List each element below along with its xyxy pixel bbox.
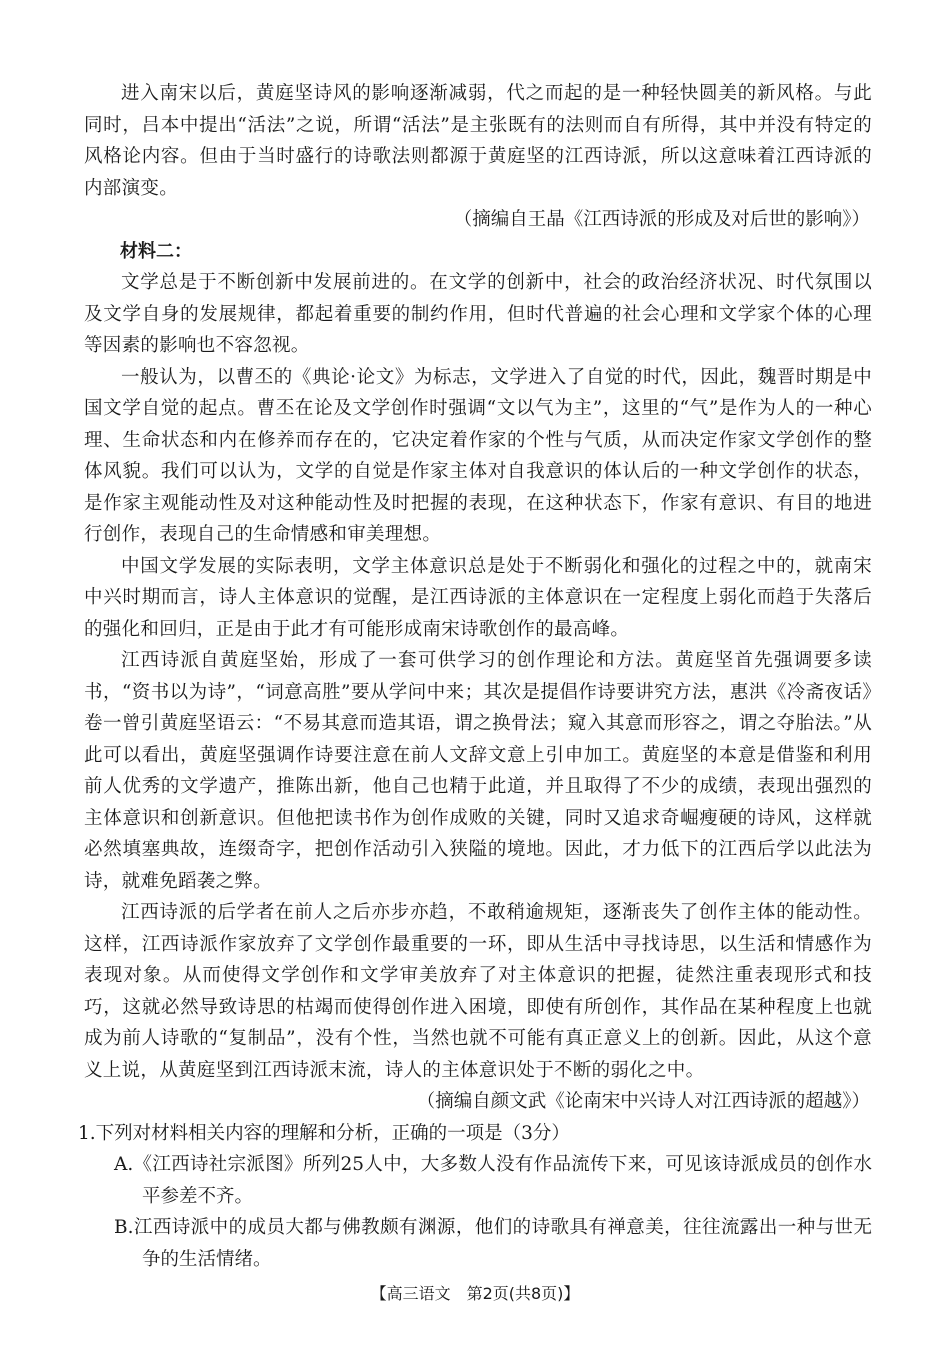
exam-page-body (78, 78, 872, 1275)
question-1-stem: 1.下列对材料相关内容的理解和分析，正确的一项是（3分） (78, 1122, 570, 1144)
page-footer: 【高三语文 第2页(共8页)】 (370, 1284, 580, 1303)
question-1-option-b: B.江西诗派中的成员大都与佛教颇有渊源，他们的诗歌具有禅意美，往往流露出一种与世无争的生活情绪。 (114, 1217, 872, 1270)
material1-tail-paragraph: 进入南宋以后，黄庭坚诗风的影响逐渐减弱，代之而起的是一种轻快圆美的新风格。与此同时，吕本中提出“活法”之说，所谓“活法”是主张既有的法则而自有所得，其中并没有特定的风格论内容。但由于当时盛行的诗歌法则都源于黄庭坚的江西诗派，所以这意味着江西诗派的内部演变。 (84, 83, 872, 199)
material2-paragraph-5: 江西诗派的后学者在前人之后亦步亦趋，不敢稍逾规矩，逐渐丧失了创作主体的能动性。这样，江西诗派作家放弃了文学创作最重要的一环，即从生活中寻找诗思，以生活和情感作为表现对象。从而使得文学创作和文学审美放弃了对主体意识的把握，徒然注重表现形式和技巧，这就必然导致诗思的枯竭而使得创作进入困境，即使有所创作，其作品在某种程度上也就成为前人诗歌的“复制品”，没有个性，当然也就不可能有真正意义上的创新。因此，从这个意义上说，从黄庭坚到江西诗派末流，诗人的主体意识处于不断的弱化之中。 (84, 902, 872, 1081)
question-1-option-a: A.《江西诗社宗派图》所列25人中，大多数人没有作品流传下来，可见该诗派成员的创作水平参差不齐。 (114, 1154, 872, 1207)
material2-paragraph-1: 文学总是于不断创新中发展前进的。在文学的创新中，社会的政治经济状况、时代氛围以及文学自身的发展规律，都起着重要的制约作用，但时代普遍的社会心理和文学家个体的心理等因素的影响也不容忽视。 (84, 272, 872, 356)
material2-heading: 材料二： (120, 240, 192, 262)
material1-source: （摘编自王晶《江西诗派的形成及对后世的影响》） (453, 209, 870, 230)
material2-paragraph-3: 中国文学发展的实际表明，文学主体意识总是处于不断弱化和强化的过程之中的，就南宋中兴时期而言，诗人主体意识的觉醒，是江西诗派的主体意识在一定程度上弱化而趋于失落后的强化和回归，正是由于此才有可能形成南宋诗歌创作的最高峰。 (84, 555, 872, 640)
material2-paragraph-4: 江西诗派自黄庭坚始，形成了一套可供学习的创作理论和方法。黄庭坚首先强调要多读书，“资书以为诗”，“词意高胜”要从学问中来；其次是提倡作诗要讲究方法，惠洪《冷斋夜话》卷一曾引黄庭坚语云：“不易其意而造其语，谓之换骨法；窥入其意而形容之，谓之夺胎法。”从此可以看出，黄庭坚强调作诗要注意在前人文辞文意上引申加工。黄庭坚的本意是借鉴和利用前人优秀的文学遗产，推陈出新，他自己也精于此道，并且取得了不少的成绩，表现出强烈的主体意识和创新意识。但他把读书作为创作成败的关键，同时又追求奇崛瘦硬的诗风，这样就必然填塞典故，连缀奇字，把创作活动引入狭隘的境地。因此，才力低下的江西后学以此法为诗，就难免蹈袭之弊。 (84, 650, 872, 892)
material2-paragraph-2: 一般认为，以曹丕的《典论·论文》为标志，文学进入了自觉的时代，因此，魏晋时期是中国文学自觉的起点。曹丕在论及文学创作时强调“文以气为主”，这里的“气”是作为人的一种心理、生命状态和内在修养而存在的，它决定着作家的个性与气质，从而决定作家文学创作的整体风貌。我们可以认为，文学的自觉是作家主体对自我意识的体认后的一种文学创作的状态，是作家主观能动性及对这种能动性及时把握的表现，在这种状态下，作家有意识、有目的地进行创作，表现自己的生命情感和审美理想。 (84, 366, 872, 545)
material2-source: （摘编自颜文武《论南宋中兴诗人对江西诗派的超越》） (416, 1091, 870, 1112)
